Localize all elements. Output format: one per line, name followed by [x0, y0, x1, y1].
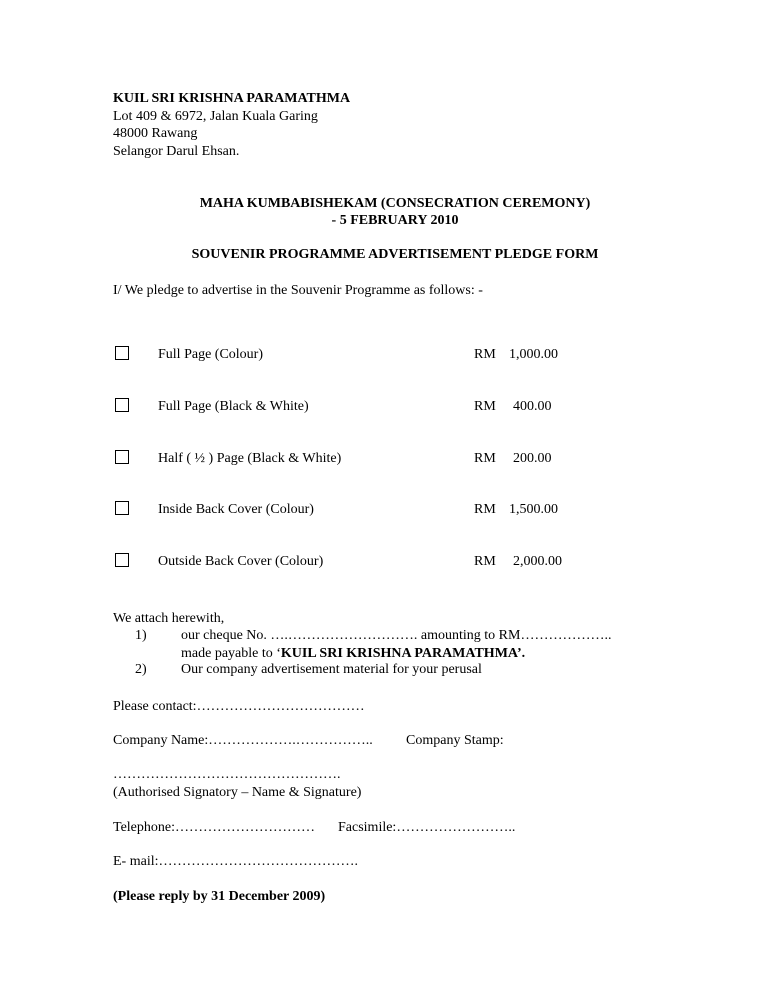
cheque-details-field[interactable]: our cheque No. ….………………………. amounting to RM………………..	[181, 628, 612, 643]
attachments-intro: We attach herewith,	[113, 611, 225, 626]
option-label: Half ( ½ ) Page (Black & White)	[158, 451, 342, 466]
option-currency: RM	[474, 347, 496, 362]
option-checkbox[interactable]	[115, 501, 129, 515]
company-name-field[interactable]: Company Name:……………….……………..	[113, 733, 373, 748]
address-line-1: Lot 409 & 6972, Jalan Kuala Garing	[113, 109, 318, 124]
payable-to-line	[181, 645, 525, 662]
option-checkbox[interactable]	[115, 346, 129, 360]
form-title: SOUVENIR PROGRAMME ADVERTISEMENT PLEDGE FORM	[191, 247, 599, 262]
reply-note: (Please reply by 31 December 2009)	[113, 889, 326, 904]
option-checkbox[interactable]	[115, 398, 129, 412]
option-label: Full Page (Black & White)	[158, 399, 309, 414]
signatory-label: (Authorised Signatory – Name & Signature)	[113, 785, 362, 800]
attachment-2-number: 2)	[135, 662, 147, 677]
org-name: KUIL SRI KRISHNA PARAMATHMA	[113, 91, 351, 106]
option-amount: 2,000.00	[513, 554, 562, 569]
attachment-2-text: Our company advertisement material for your perusal	[181, 662, 482, 677]
option-label: Inside Back Cover (Colour)	[158, 502, 314, 517]
option-amount: 1,500.00	[509, 502, 558, 517]
option-label: Outside Back Cover (Colour)	[158, 554, 324, 569]
address-line-2: 48000 Rawang	[113, 126, 198, 141]
option-label: Full Page (Colour)	[158, 347, 263, 362]
option-amount: 400.00	[513, 399, 552, 414]
email-field[interactable]: E- mail:…………………………………….	[113, 854, 358, 869]
event-title-line-2: - 5 FEBRUARY 2010	[331, 213, 459, 228]
telephone-field[interactable]: Telephone:…………………………	[113, 820, 315, 835]
option-currency: RM	[474, 502, 496, 517]
facsimile-field[interactable]: Facsimile:……………………..	[338, 820, 516, 835]
signatory-field[interactable]: ………………………………………….	[113, 767, 341, 782]
option-currency: RM	[474, 554, 496, 569]
attachment-1-number: 1)	[135, 628, 147, 643]
option-checkbox[interactable]	[115, 553, 129, 567]
company-stamp-label: Company Stamp:	[406, 733, 504, 748]
payable-to-name: KUIL SRI KRISHNA PARAMATHMA’.	[280, 646, 526, 661]
pledge-intro: I/ We pledge to advertise in the Souvenir Programme as follows: -	[113, 283, 483, 298]
contact-field[interactable]: Please contact:………………………………	[113, 699, 365, 714]
option-currency: RM	[474, 451, 496, 466]
option-currency: RM	[474, 399, 496, 414]
option-amount: 1,000.00	[509, 347, 558, 362]
address-line-3: Selangor Darul Ehsan.	[113, 144, 240, 159]
payable-to-prefix: made payable to ‘	[181, 646, 281, 661]
option-checkbox[interactable]	[115, 450, 129, 464]
event-title-line-1: MAHA KUMBABISHEKAM (CONSECRATION CEREMONY)	[199, 196, 591, 211]
option-amount: 200.00	[513, 451, 552, 466]
